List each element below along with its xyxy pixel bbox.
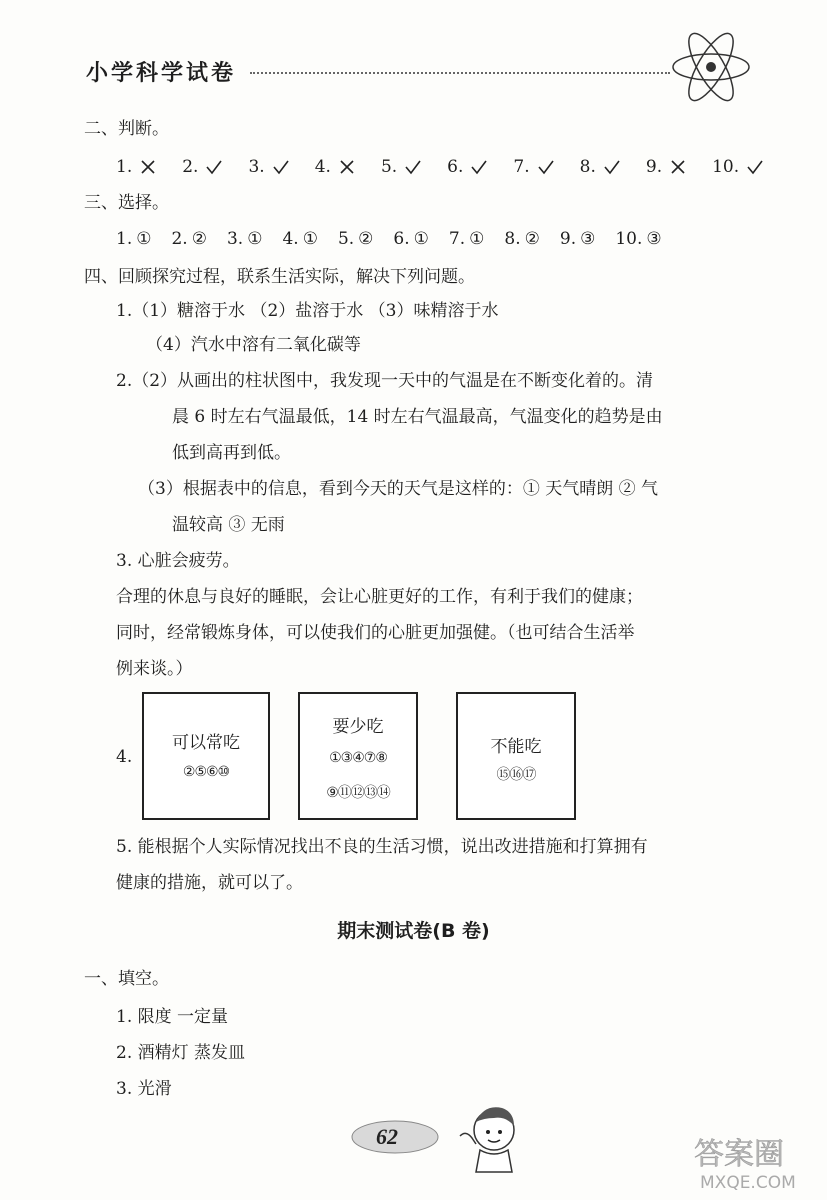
judge-item [248,156,292,178]
choice-item [338,228,373,250]
judge-item [381,156,425,178]
q3-line2: 合理的休息与良好的睡眠，会让心脏更好的工作，有利于我们的健康； [116,587,643,607]
choice-item-answer: ③ [580,229,596,249]
judge-item [182,156,226,178]
series-title: 小学科学试卷 [86,61,237,86]
judge-item-number: 2. [182,157,199,177]
choice-item-answer: ② [524,229,540,249]
choice-item-number: 3. [226,229,244,249]
choice-item-answer: ② [191,229,207,249]
check-icon [467,159,491,175]
cross-icon [136,159,160,175]
check-icon [401,159,425,175]
q2-line5: 温较高 ③ 无雨 [172,515,285,535]
q5-line1: 5. 能根据个人实际情况找出不良的生活习惯，说出改进措施和打算拥有 [116,837,648,857]
test-b-section-heading: 一、填空。 [84,969,169,989]
test-b-title: 期末测试卷(B 卷) [337,920,490,942]
choice-item-answer: ③ [646,229,662,249]
choice-item-number: 8. [504,229,521,249]
choice-item-number: 4. [282,229,299,249]
check-icon [600,159,624,175]
judge-item-number: 10. [712,157,740,177]
q3-line1: 3. 心脏会疲劳。 [116,551,240,571]
q1-line2: （4）汽水中溶有二氧化碳等 [146,335,361,355]
q2-line3: 低到高再到低。 [172,443,291,463]
food-box-often [142,692,270,820]
cartoon-kid-icon [450,1096,530,1176]
q2-line1: 2.（2）从画出的柱状图中，我发现一天中的气温是在不断变化着的。清 [116,371,654,391]
q2-line4: （3）根据表中的信息，看到今天的天气是这样的：① 天气晴朗 ② 气 [138,479,659,499]
food-box-less-items-2: ⑨⑪⑫⑬⑭ [326,785,390,801]
choice-item [449,228,484,250]
header-divider [250,72,670,74]
choice-item [393,228,428,250]
judge-item-number: 4. [314,157,331,177]
judge-item [580,156,624,178]
choice-item-answer: ① [469,229,485,249]
choice-item-answer: ① [136,229,152,249]
cross-icon [335,159,359,175]
choice-item-number: 6. [393,229,410,249]
choice-item-number: 10. [615,229,643,249]
choice-item-answer: ② [358,229,374,249]
choice-item-number: 1. [116,229,133,249]
judge-item-number: 1. [116,157,133,177]
judge-item-number: 9. [645,157,663,177]
watermark-logo [690,1130,820,1194]
atom-icon [668,24,754,110]
judge-item-number: 7. [513,157,530,177]
choice-answers [116,228,662,250]
choice-item [171,228,206,250]
judge-item [447,156,491,178]
food-box-never-items: ⑮⑯⑰ [496,767,536,783]
choice-item-answer: ① [302,229,318,249]
test-b-item-2: 2. 酒精灯 蒸发皿 [116,1043,246,1063]
choice-item [227,228,262,250]
q3-line3: 同时，经常锻炼身体，可以使我们的心脏更加强健。（也可结合生活举 [116,623,635,643]
food-box-never-title: 不能吃 [490,737,542,757]
food-box-less-items-1: ①③④⑦⑧ [329,750,387,766]
judge-item [646,156,690,178]
food-box-never [456,692,576,820]
choice-item-answer: ① [413,229,429,249]
page-number: 62 [376,1124,398,1149]
judge-item-number: 6. [447,157,464,177]
choice-item [615,228,661,250]
judge-answers [116,156,767,178]
choice-item-answer: ① [247,229,263,249]
test-b-item-3: 3. 光滑 [116,1079,172,1099]
judge-item [712,156,767,178]
q4-label: 4. [116,747,133,767]
section-heading-inquiry: 四、回顾探究过程，联系生活实际，解决下列问题。 [84,267,475,287]
choice-item [282,228,317,250]
check-icon [202,159,226,175]
choice-item [116,228,151,250]
q3-line4: 例来谈。） [116,659,193,679]
judge-item [513,156,557,178]
watermark-line2: MXQE.COM [700,1173,796,1193]
choice-item-number: 9. [559,229,577,249]
judge-item-number: 8. [579,157,596,177]
choice-item-number: 7. [448,229,466,249]
food-box-less-title: 要少吃 [332,717,384,737]
judge-item-number: 3. [248,157,265,177]
check-icon [534,159,558,175]
choice-item-number: 5. [337,229,355,249]
q2-line2: 晨 6 时左右气温最低，14 时左右气温最高，气温变化的趋势是由 [172,407,663,427]
test-b-item-1: 1. 限度 一定量 [116,1007,229,1027]
choice-item-number: 2. [171,229,188,249]
judge-item [315,156,359,178]
judge-item-number: 5. [380,157,398,177]
q5-line2: 健康的措施，就可以了。 [116,873,303,893]
choice-item [504,228,539,250]
judge-item [116,156,160,178]
food-box-often-items: ②⑤⑥⑩ [182,764,230,780]
q1-line1: 1.（1）糖溶于水 （2）盐溶于水 （3）味精溶于水 [116,301,499,321]
section-heading-choice: 三、选择。 [84,193,169,213]
food-box-less [298,692,418,820]
check-icon [743,159,767,175]
section-heading-judge: 二、判断。 [84,119,169,139]
check-icon [269,159,293,175]
choice-item [560,228,595,250]
food-box-often-title: 可以常吃 [172,733,240,753]
cross-icon [666,159,690,175]
watermark-line1: 答案圈 [694,1137,784,1172]
